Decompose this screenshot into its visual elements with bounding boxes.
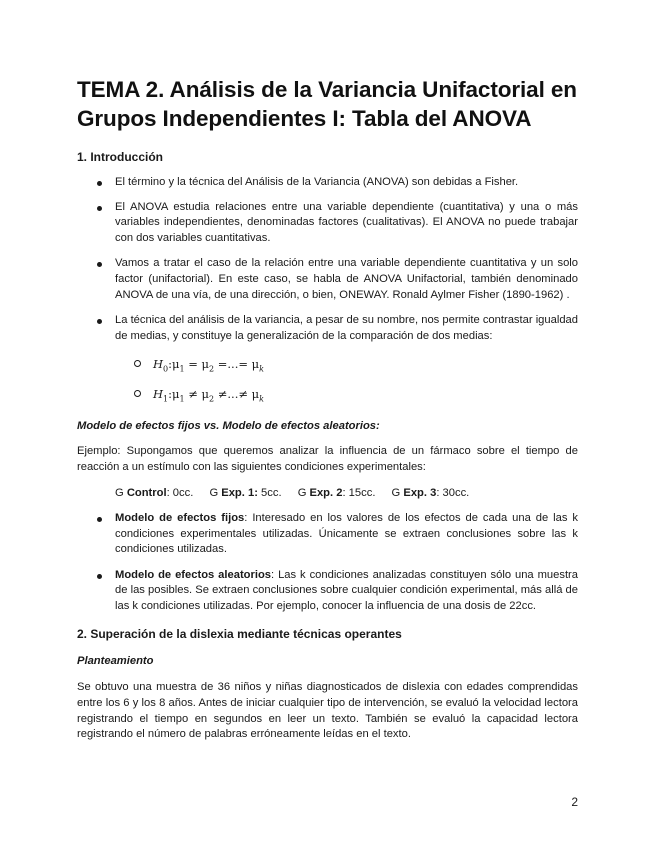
document-title: TEMA 2. Análisis de la Variancia Unifactorial en Grupos Independientes I: Tabla del ANOVA (77, 77, 577, 131)
fixed-effects-term: Modelo de efectos fijos (115, 511, 245, 524)
intro-bullet-3: Vamos a tratar el caso de la relación entre una variable dependiente cuantitativa y un solo factor (unifactorial). En este caso, se habla de ANOVA Unifactorial, también denominado ANOVA de una vía, de una dirección, o bien, ONEWAY. Ronald Aylmer Fisher (1890-1962) . (77, 256, 578, 303)
random-effects-bullet: Modelo de efectos aleatorios: Las k condiciones analizadas constituyen sólo una muestra de las posibles. Se extraen conclusiones sobre cualquier condición experimental, más allá de las k condiciones utilizadas. Por ejemplo, conocer la influencia de una dosis de 22cc. (77, 568, 578, 615)
group-control: G Control: 0cc. (115, 487, 194, 500)
group-exp-3: G Exp. 3: 30cc. (391, 487, 470, 500)
h1-symbol: H (153, 387, 164, 402)
section-2-heading: 2. Superación de la dislexia mediante técnicas operantes (77, 626, 402, 641)
intro-bullet-list (77, 175, 578, 345)
group-exp-2: G Exp. 2: 15cc. (297, 487, 376, 500)
group-exp-1: G Exp. 1: 5cc. (209, 487, 282, 500)
section-2-paragraph: Se obtuvo una muestra de 36 niños y niñas diagnosticados de dislexia con edades comprendidas entre los 6 y los 8 años. Antes de iniciar cualquier tipo de intervención, se evaluó la velocidad lectora registrando el tiempo en segundos en leer un texto. También se evaluó la capacidad lectora registrando el número de palabras erróneamente leídas en el texto. (77, 681, 578, 741)
planteamiento-heading: Planteamiento (77, 654, 154, 667)
intro-bullet-2: El ANOVA estudia relaciones entre una variable dependiente (cuantitativa) y una o más variables independientes, denominadas factores (cualitativas). El ANOVA no puede trabajar con dos variables cuantitativas. (77, 200, 578, 247)
alternative-hypothesis: $H_1:\mu_1 \ne \mu_2$ ≠...≠ $\mu_k$ (77, 379, 578, 409)
h0-symbol: H (153, 357, 164, 372)
hypotheses-list (77, 349, 578, 409)
example-paragraph: Ejemplo: Supongamos que queremos analizar la influencia de un fármaco sobre el tiempo de reacción a un estímulo con las siguientes condiciones experimentales: (77, 445, 578, 473)
models-bullet-list (77, 511, 578, 615)
null-hypothesis: $H_0:\mu_1 = \mu_2$ =...= $\mu_k$ (77, 349, 578, 379)
section-1-heading: 1. Introducción (77, 150, 164, 164)
random-effects-term: Modelo de efectos aleatorios (115, 568, 272, 581)
experimental-groups (77, 485, 578, 501)
page-number: 2 (571, 795, 578, 809)
fixed-effects-bullet: Modelo de efectos fijos: Interesado en los valores de los efectos de cada una de las k condiciones experimentales utilizadas. Únicamente se extraen conclusiones sobre las k condiciones utilizadas. (77, 511, 578, 558)
intro-bullet-4: La técnica del análisis de la variancia, a pesar de su nombre, nos permite contrastar igualdad de medias, y constituye la generalización de la comparación de dos medias: (77, 313, 578, 344)
document-page (77, 75, 578, 743)
intro-bullet-1: El término y la técnica del Análisis de la Variancia (ANOVA) son debidas a Fisher. (77, 175, 578, 191)
models-heading: Modelo de efectos fijos vs. Modelo de efectos aleatorios: (77, 420, 380, 433)
